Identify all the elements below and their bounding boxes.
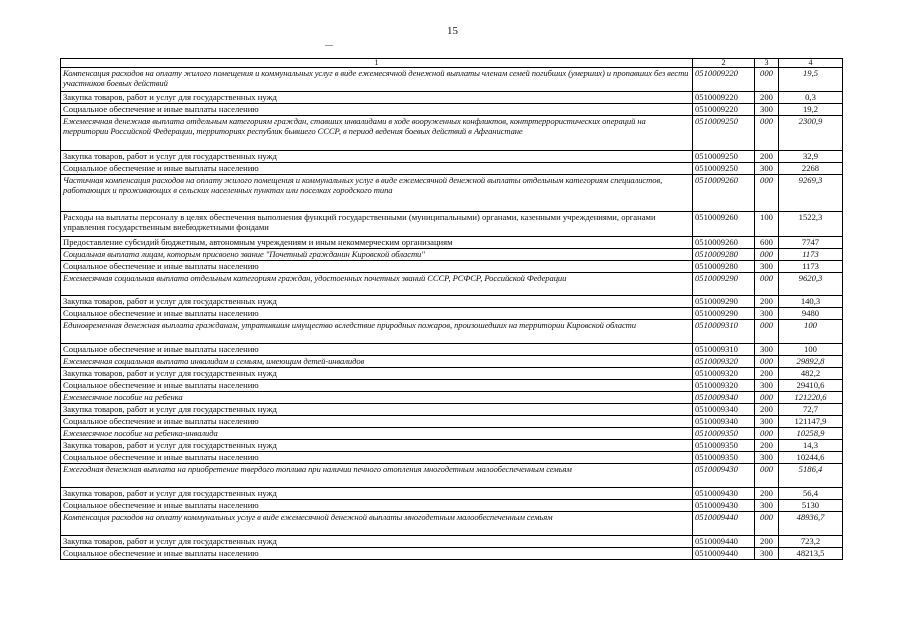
row-sum: 9480 (779, 308, 843, 320)
row-expense-type: 000 (755, 356, 779, 368)
table-body (61, 68, 843, 560)
row-code: 0510009440 (693, 536, 755, 548)
row-sum: 121147,9 (779, 416, 843, 428)
table-row (61, 320, 843, 344)
row-sum: 5186,4 (779, 464, 843, 488)
row-expense-type: 000 (755, 392, 779, 404)
row-code: 0510009320 (693, 368, 755, 380)
row-description: Социальное обеспечение и иные выплаты населению (61, 344, 693, 356)
row-code: 0510009290 (693, 273, 755, 296)
table-row (61, 452, 843, 464)
row-sum: 7747 (779, 237, 843, 249)
row-code: 0510009220 (693, 68, 755, 92)
table-row (61, 512, 843, 536)
row-expense-type: 200 (755, 368, 779, 380)
row-sum: 56,4 (779, 488, 843, 500)
row-expense-type: 300 (755, 548, 779, 560)
row-expense-type: 000 (755, 428, 779, 440)
table-row (61, 308, 843, 320)
row-expense-type: 000 (755, 68, 779, 92)
table-row (61, 416, 843, 428)
column-header-sum: 4 (779, 59, 843, 68)
table-row (61, 273, 843, 296)
row-expense-type: 000 (755, 512, 779, 536)
table-row (61, 440, 843, 452)
row-sum: 0,3 (779, 92, 843, 104)
row-description: Закупка товаров, работ и услуг для государственных нужд (61, 368, 693, 380)
row-code: 0510009220 (693, 104, 755, 116)
row-code: 0510009260 (693, 212, 755, 237)
table-row (61, 237, 843, 249)
table-row (61, 500, 843, 512)
row-sum: 14,3 (779, 440, 843, 452)
row-sum: 140,3 (779, 296, 843, 308)
row-expense-type: 300 (755, 344, 779, 356)
row-code: 0510009310 (693, 320, 755, 344)
row-sum: 5130 (779, 500, 843, 512)
row-sum: 121220,6 (779, 392, 843, 404)
row-expense-type: 300 (755, 163, 779, 175)
row-expense-type: 000 (755, 464, 779, 488)
row-code: 0510009220 (693, 92, 755, 104)
row-code: 0510009430 (693, 500, 755, 512)
row-code: 0510009440 (693, 512, 755, 536)
table-row (61, 428, 843, 440)
table-row (61, 488, 843, 500)
header-divider (325, 45, 333, 46)
row-expense-type: 300 (755, 500, 779, 512)
row-expense-type: 200 (755, 488, 779, 500)
table-row (61, 104, 843, 116)
row-code: 0510009250 (693, 151, 755, 163)
row-code: 0510009250 (693, 163, 755, 175)
table-row (61, 261, 843, 273)
table-row (61, 548, 843, 560)
row-sum: 100 (779, 320, 843, 344)
row-sum: 1173 (779, 261, 843, 273)
row-sum: 100 (779, 344, 843, 356)
budget-table (60, 58, 843, 560)
row-description: Ежемесячная социальная выплата инвалидам и семьям, имеющим детей-инвалидов (61, 356, 693, 368)
row-expense-type: 300 (755, 416, 779, 428)
row-sum: 1173 (779, 249, 843, 261)
page-number: 15 (447, 25, 458, 37)
row-description: Частичная компенсация расходов на оплату жилого помещения и коммунальных услуг в виде ежемесячной денежной выплаты отдельным категориям специалистов, работающих и проживающих в сельских населенных пунктах или поселках городского типа (61, 175, 693, 212)
row-sum: 19,2 (779, 104, 843, 116)
row-code: 0510009440 (693, 548, 755, 560)
row-sum: 19,5 (779, 68, 843, 92)
column-header-type: 3 (755, 59, 779, 68)
row-description: Закупка товаров, работ и услуг для государственных нужд (61, 296, 693, 308)
row-sum: 2268 (779, 163, 843, 175)
row-expense-type: 300 (755, 261, 779, 273)
row-expense-type: 000 (755, 116, 779, 151)
row-description: Закупка товаров, работ и услуг для государственных нужд (61, 92, 693, 104)
row-code: 0510009350 (693, 440, 755, 452)
row-sum: 9269,3 (779, 175, 843, 212)
row-expense-type: 000 (755, 273, 779, 296)
row-description: Социальное обеспечение и иные выплаты населению (61, 261, 693, 273)
table-row (61, 151, 843, 163)
table-row (61, 212, 843, 237)
table-row (61, 344, 843, 356)
row-code: 0510009340 (693, 404, 755, 416)
row-code: 0510009250 (693, 116, 755, 151)
row-description: Закупка товаров, работ и услуг для государственных нужд (61, 151, 693, 163)
table-row (61, 175, 843, 212)
row-expense-type: 000 (755, 320, 779, 344)
row-description: Компенсация расходов на оплату жилого помещения и коммунальных услуг в виде ежемесячной денежной выплаты членам семей погибших (умерших) и пропавших без вести участников боевых действий (61, 68, 693, 92)
row-code: 0510009430 (693, 464, 755, 488)
row-code: 0510009280 (693, 249, 755, 261)
table-row (61, 380, 843, 392)
row-description: Закупка товаров, работ и услуг для государственных нужд (61, 404, 693, 416)
row-sum: 32,9 (779, 151, 843, 163)
row-expense-type: 200 (755, 92, 779, 104)
table-row (61, 163, 843, 175)
row-expense-type: 000 (755, 175, 779, 212)
row-description: Социальное обеспечение и иные выплаты населению (61, 500, 693, 512)
row-sum: 2300,9 (779, 116, 843, 151)
row-description: Социальное обеспечение и иные выплаты населению (61, 452, 693, 464)
row-expense-type: 200 (755, 440, 779, 452)
row-code: 0510009430 (693, 488, 755, 500)
table-row (61, 356, 843, 368)
row-description: Закупка товаров, работ и услуг для государственных нужд (61, 488, 693, 500)
row-description: Закупка товаров, работ и услуг для государственных нужд (61, 440, 693, 452)
row-sum: 1522,3 (779, 212, 843, 237)
row-expense-type: 000 (755, 249, 779, 261)
row-sum: 10258,9 (779, 428, 843, 440)
row-description: Ежемесячная денежная выплата отдельным категориям граждан, ставших инвалидами в ходе вооруженных конфликтов, контртеррористических операций на территории Российской Федерации, территориях республик бывшего СССР, в период ведения боевых действий в Афганистане (61, 116, 693, 151)
row-sum: 48936,7 (779, 512, 843, 536)
row-description: Расходы на выплаты персоналу в целях обеспечения выполнения функций государственными (муниципальными) органами, казенными учреждениями, органами управления государственным внебюджетными фондами (61, 212, 693, 237)
column-header-description: 1 (61, 59, 693, 68)
table-row (61, 249, 843, 261)
row-code: 0510009340 (693, 392, 755, 404)
row-expense-type: 600 (755, 237, 779, 249)
row-sum: 723,2 (779, 536, 843, 548)
row-description: Социальное обеспечение и иные выплаты населению (61, 308, 693, 320)
row-description: Закупка товаров, работ и услуг для государственных нужд (61, 536, 693, 548)
row-code: 0510009260 (693, 175, 755, 212)
row-sum: 48213,5 (779, 548, 843, 560)
table-row (61, 536, 843, 548)
row-code: 0510009260 (693, 237, 755, 249)
table-row (61, 92, 843, 104)
row-description: Ежемесячная социальная выплата отдельным категориям граждан, удостоенных почетных званий СССР, РСФСР, Российской Федерации (61, 273, 693, 296)
table-row (61, 368, 843, 380)
row-description: Социальное обеспечение и иные выплаты населению (61, 548, 693, 560)
row-expense-type: 300 (755, 308, 779, 320)
row-description: Социальная выплата лицам, которым присвоено звание "Почетный гражданин Кировской области" (61, 249, 693, 261)
row-code: 0510009350 (693, 452, 755, 464)
row-code: 0510009340 (693, 416, 755, 428)
row-code: 0510009290 (693, 308, 755, 320)
table-row (61, 116, 843, 151)
row-expense-type: 200 (755, 404, 779, 416)
row-description: Ежемесячное пособие на ребенка-инвалида (61, 428, 693, 440)
row-description: Ежемесячное пособие на ребенка (61, 392, 693, 404)
row-expense-type: 100 (755, 212, 779, 237)
table-row (61, 296, 843, 308)
row-description: Компенсация расходов на оплату коммунальных услуг в виде ежемесячной денежной выплаты многодетным малообеспеченным семьям (61, 512, 693, 536)
row-description: Социальное обеспечение и иные выплаты населению (61, 416, 693, 428)
row-expense-type: 200 (755, 536, 779, 548)
row-expense-type: 300 (755, 104, 779, 116)
row-code: 0510009320 (693, 356, 755, 368)
row-description: Предоставление субсидий бюджетным, автономным учреждениям и иным некоммерческим организациям (61, 237, 693, 249)
table-row (61, 464, 843, 488)
row-code: 0510009310 (693, 344, 755, 356)
row-code: 0510009290 (693, 296, 755, 308)
row-expense-type: 300 (755, 452, 779, 464)
row-description: Социальное обеспечение и иные выплаты населению (61, 104, 693, 116)
table-row (61, 404, 843, 416)
row-code: 0510009280 (693, 261, 755, 273)
column-header-code: 2 (693, 59, 755, 68)
row-expense-type: 200 (755, 151, 779, 163)
row-sum: 29892,8 (779, 356, 843, 368)
table-row (61, 68, 843, 92)
row-description: Социальное обеспечение и иные выплаты населению (61, 380, 693, 392)
row-description: Социальное обеспечение и иные выплаты населению (61, 163, 693, 175)
row-description: Ежегодная денежная выплата на приобретение твердого топлива при наличии печного отопления многодетным малообеспеченным семьям (61, 464, 693, 488)
table-row (61, 392, 843, 404)
row-sum: 482,2 (779, 368, 843, 380)
row-expense-type: 300 (755, 380, 779, 392)
row-code: 0510009320 (693, 380, 755, 392)
row-sum: 29410,6 (779, 380, 843, 392)
row-description: Единовременная денежная выплата гражданам, утратившим имущество вследствие природных пожаров, произошедших на территории Кировской области (61, 320, 693, 344)
row-sum: 9620,3 (779, 273, 843, 296)
row-sum: 72,7 (779, 404, 843, 416)
table-header-row (61, 59, 843, 68)
row-sum: 10244,6 (779, 452, 843, 464)
row-expense-type: 200 (755, 296, 779, 308)
row-code: 0510009350 (693, 428, 755, 440)
